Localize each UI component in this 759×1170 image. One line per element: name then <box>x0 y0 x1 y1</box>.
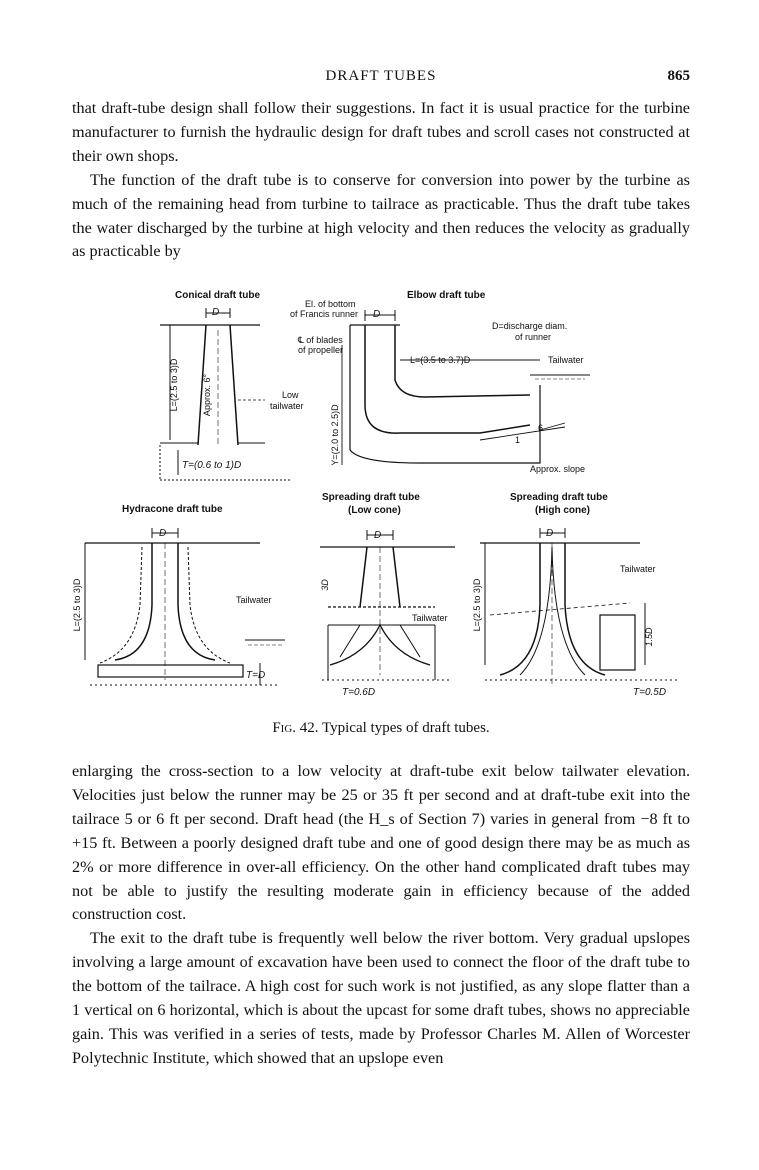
spreading-high-d-label: D <box>546 528 554 539</box>
hydracone-t-label: T=D <box>246 670 266 681</box>
spreading-high-title-2: (High cone) <box>535 505 590 516</box>
paragraph: The exit to the draft tube is frequently well below the river bottom. Very gradual upslopes involving a large amount of excavation have been used to connect the floor of the draft tube to the bottom of the tailrace. A high cost for such work is not justified, as any slope flatter than a 1 vertical on 6 horizontal, which is about the upcast for some draft tubes, shows no appreciable gain. This was verified in a series of tests, made by Professor Charles M. Allen of Worcester Polytechnic Institute, which showed that an upslope even <box>72 929 690 1067</box>
spreading-low-d-label: D <box>374 530 382 541</box>
spreading-low-height-label: 3D <box>320 579 330 591</box>
draft-tube-diagrams <box>60 285 710 705</box>
hydracone-title: Hydracone draft tube <box>122 504 223 515</box>
elbow-cl-blades-2: of propeller <box>298 345 344 355</box>
elbow-d-label: D <box>373 309 381 320</box>
conical-title: Conical draft tube <box>175 290 261 301</box>
elbow-tailwater: Tailwater <box>548 355 584 365</box>
hydracone-tailwater: Tailwater <box>236 595 272 605</box>
conical-low-tailwater: Low <box>282 390 299 400</box>
elbow-cl-blades-1: ℄ of blades <box>298 335 343 345</box>
elbow-title: Elbow draft tube <box>407 290 486 301</box>
elbow-el-bottom-2: of Francis runner <box>290 309 359 319</box>
spreading-low-title-2: (Low cone) <box>348 505 401 516</box>
paragraph: enlarging the cross-section to a low velocity at draft-tube exit below tailwater elevation. Velocities just below the runner may be 25 or 35 ft per second and at draft-tube exit into the tailrace 5 or 6 ft per second. Draft head (the H_s of Section 7) varies in general from −8 ft to +15 ft. Between a poorly designed draft tube and one of good design there may be as much as 2% or more difference in over-all efficiency. On the other hand complicated draft tubes may not be able to justify the resulting moderate gain in efficiency because of the added construction cost. <box>72 762 690 924</box>
running-title: DRAFT TUBES <box>325 68 437 84</box>
spreading-high-cone-diagram <box>472 492 680 698</box>
hydracone-length-label: L=(2.5 to 3)D <box>72 578 82 632</box>
hydracone-draft-tube-diagram <box>72 504 285 685</box>
elbow-approx-slope: Approx. slope <box>530 464 586 474</box>
spreading-high-length-label: L=(2.5 to 3)D <box>472 578 482 632</box>
paragraph: that draft-tube design shall follow their suggestions. In fact it is usual practice for the turbine manufacturer to furnish the hydraulic design for draft tubes and scroll cases not constructed at their own shops. <box>72 99 690 165</box>
figure-caption-text: Typical types of draft tubes. <box>322 720 490 736</box>
conical-angle-label: Approx. 6° <box>202 373 212 417</box>
conical-draft-tube-diagram <box>160 290 304 480</box>
figure-draft-tubes <box>60 285 710 705</box>
conical-low-tailwater-2: tailwater <box>270 401 304 411</box>
figure-number: Fig. 42. <box>272 720 319 736</box>
elbow-height-label: Y=(2.0 to 2.5)D <box>330 404 340 466</box>
spreading-low-tailwater: Tailwater <box>412 613 448 623</box>
elbow-length-label: L=(3.5 to 3.7)D <box>410 355 471 365</box>
elbow-draft-tube-diagram <box>290 290 590 474</box>
conical-length-label: L=(2.5 to 3)D <box>169 358 179 412</box>
elbow-el-bottom-1: El. of bottom <box>305 299 356 309</box>
elbow-slope-6: 6 <box>538 423 544 433</box>
elbow-slope-1: 1 <box>515 435 521 445</box>
spreading-high-height-label: 1.5D <box>644 627 654 647</box>
hydracone-d-label: D <box>159 528 167 539</box>
body-text-bottom <box>72 760 690 1071</box>
conical-d-label: D <box>212 307 220 318</box>
spreading-low-cone-diagram <box>320 492 455 698</box>
elbow-d-def-2: of runner <box>515 332 552 342</box>
spreading-high-title-1: Spreading draft tube <box>510 492 608 503</box>
page-number: 865 <box>667 68 690 84</box>
body-text-top <box>72 97 690 264</box>
paragraph: The function of the draft tube is to conserve for conversion into power by the turbine as much of the remaining head from turbine to tailrace as practicable. Thus the draft tube takes the water discharged by the turbine at high velocity and then reduces the velocity as gradually as practicable by <box>72 170 690 261</box>
spreading-low-title-1: Spreading draft tube <box>322 492 420 503</box>
page-header <box>72 68 690 90</box>
figure-caption <box>72 720 690 737</box>
conical-t-label: T=(0.6 to 1)D <box>182 460 242 471</box>
elbow-d-def-1: D=discharge diam. <box>492 321 568 331</box>
spreading-high-tailwater: Tailwater <box>620 564 656 574</box>
spreading-low-t-label: T=0.6D <box>342 687 376 698</box>
spreading-high-t-label: T=0.5D <box>633 687 667 698</box>
